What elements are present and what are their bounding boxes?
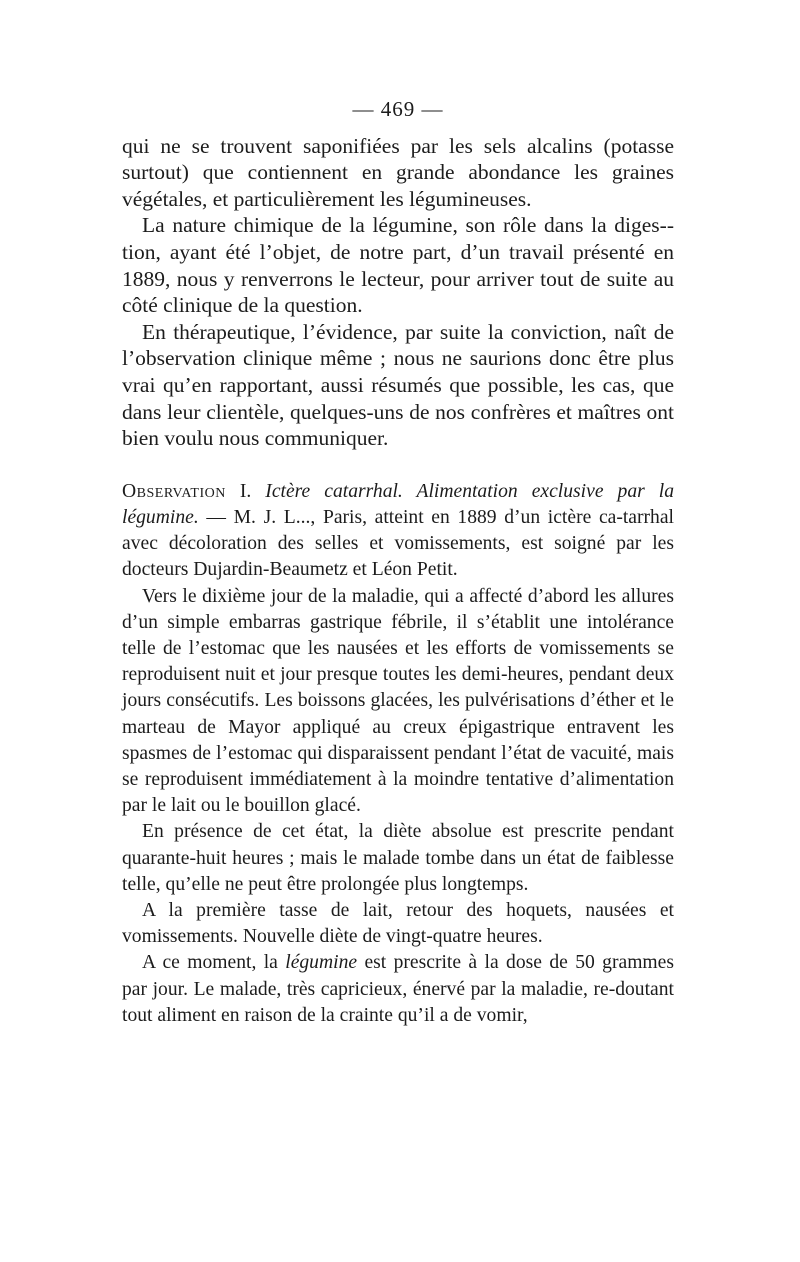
page-number: — 469 — [352, 97, 444, 121]
observation-title: Ictère catarrhal. Alimentation exclusive par la légumine. [122, 480, 674, 528]
intro-section [122, 133, 674, 452]
observation-heading-paragraph [122, 479, 674, 584]
paragraph-legumine-nature: La nature chimique de la légumine, son rôle dans la diges-tion, ayant été l’objet, de notre part, d’un travail présenté en 1889, nous y renverrons le lecteur, pour arriver tout de suite au côté clinique de la question. [122, 213, 674, 318]
paragraph-therapeutics: En thérapeutique, l’évidence, par suite la conviction, naît de l’observation clinique même ; nous ne saurions donc être plus vrai qu’en rapportant, aussi résumés que possible, les cas, que dans leur clientèle, quelques-uns de nos confrères et maîtres ont bien voulu nous communiquer. [122, 319, 674, 451]
section-gap [122, 452, 674, 479]
observation-section [122, 479, 674, 1029]
observation-number: I. [225, 480, 266, 502]
paragraph-first-cup: A la première tasse de lait, retour des hoquets, nausées et vomissements. Nouvelle diète de vingt-quatre heures. [122, 899, 674, 948]
text-segment: est prescrite à la dose de 50 grammes par jour. Le malade, très capricieux, énervé par la maladie, re-doutant tout aliment en raison de la crainte qu’il a de vomir, [122, 952, 674, 1026]
paragraph-absolute-diet: En présence de cet état, la diète absolue est prescrite pendant quarante-huit heures ; mais le malade tombe dans un état de faiblesse telle, qu’elle ne peut être prolongée plus longtemps. [122, 821, 674, 895]
observation-label: Observation [122, 480, 226, 502]
paragraph-legumine-prescribed [122, 950, 674, 1029]
observation-intro: — M. J. L..., Paris, atteint en 1889 d’un ictère ca-tarrhal avec décoloration des selles et vomissements, est soigné par les docteurs Dujardin-Beaumetz et Léon Petit. [122, 506, 674, 581]
legumine-term: légumine [285, 952, 358, 974]
text-segment: A ce moment, la [142, 952, 286, 974]
paragraph-continuation: qui ne se trouvent saponifiées par les sels alcalins (potasse surtout) que contiennent en grande abondance les graines végétales, et particulièrement les légumineuses. [122, 133, 674, 211]
paragraph-tenth-day: Vers le dixième jour de la maladie, qui a affecté d’abord les allures d’un simple embarras gastrique fébrile, il s’établit une intolérance telle de l’estomac que les nausées et les efforts de vomissements se reproduisent nuit et jour presque toutes les demi-heures, pendant deux jours consécutifs. Les boissons glacées, les pulvérisations d’éther et le marteau de Mayor appliqué au creux épigastrique entravent les spasmes de l’estomac qui disparaissent pendant l’état de vacuité, mais se reproduisent immédiatement à la moindre tentative d’alimentation par le lait ou le bouillon glacé. [122, 585, 674, 817]
book-page [122, 96, 674, 1029]
